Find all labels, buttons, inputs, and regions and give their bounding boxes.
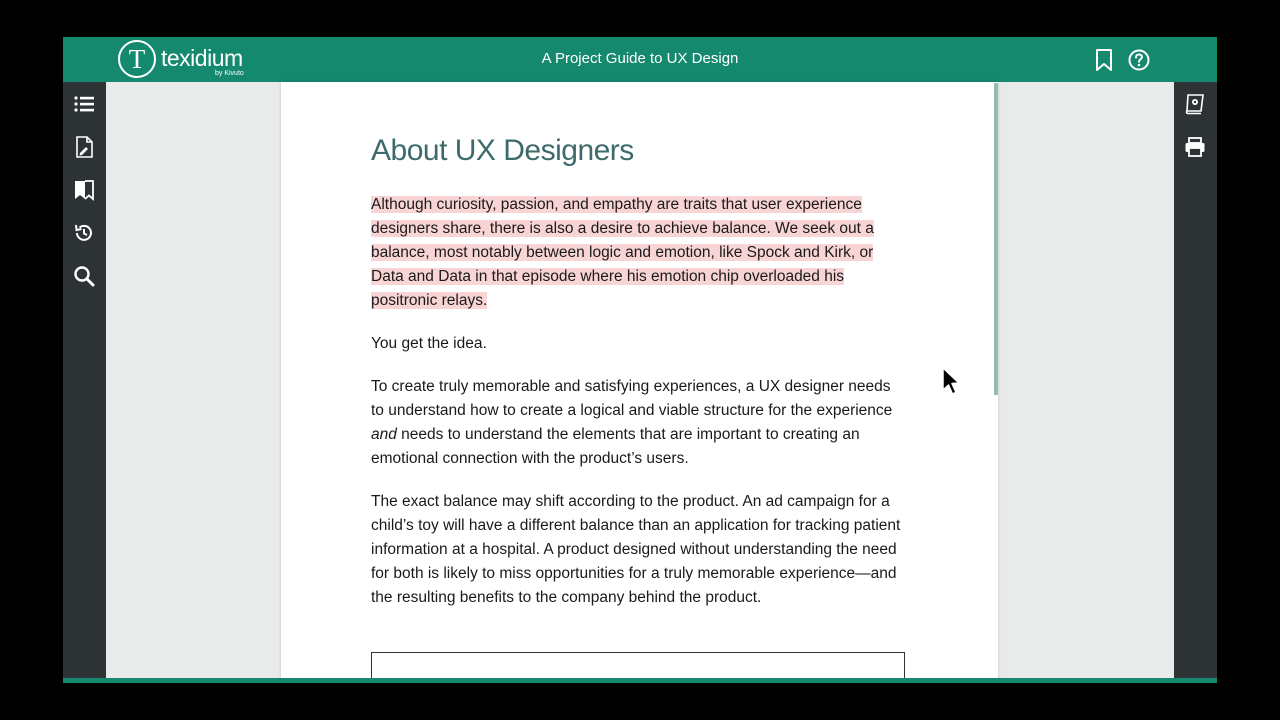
text-highlight[interactable]: Although curiosity, passion, and empathy are traits that user experience designers share, there is also a desire to achieve balance. We seek out a balance, most notably between logic and emotion, like Spock and Kirk, or Data and Data in that episode where his emotion chip overloaded his positronic relays. [371,196,874,309]
right-toolbar [1174,82,1217,683]
reader-app [63,37,1217,683]
document-page [281,82,998,683]
bookmark-icon[interactable] [1092,48,1116,72]
help-icon[interactable] [1127,48,1151,72]
logo-byline: by Kivuto [215,70,244,77]
top-bar [63,37,1217,82]
notes-icon[interactable] [72,135,96,159]
scrollbar-thumb[interactable] [994,83,998,395]
mouse-pointer-icon [941,366,961,401]
paragraph-text: needs to understand the elements that are important to creating an emotional connection with the product’s users. [371,426,860,467]
history-icon[interactable] [72,221,96,245]
print-icon[interactable] [1183,135,1207,159]
logo-mark: T [118,40,156,78]
paragraph-text: To create truly memorable and satisfying experiences, a UX designer needs to understand how to create a logical and viable structure for the experience [371,378,893,419]
emphasis-text: and [371,426,397,443]
highlighted-paragraph[interactable] [371,193,906,313]
bookmarks-icon[interactable] [72,178,96,202]
logo-wordmark: texidium [161,45,243,71]
book-settings-icon[interactable] [1183,92,1207,116]
document-title: A Project Guide to UX Design [541,50,739,67]
bottom-accent-bar [63,678,1217,683]
page-content [371,134,906,629]
paragraph: You get the idea. [371,335,487,352]
left-toolbar [63,82,106,683]
table-of-contents-icon[interactable] [72,92,96,116]
section-heading: About UX Designers [371,134,634,167]
search-icon[interactable] [72,264,96,288]
paragraph [371,375,906,471]
paragraph: The exact balance may shift according to the product. An ad campaign for a child’s toy will have a different balance than an application for tracking patient information at a hospital. A product designed without understanding the need for both is likely to miss opportunities for a truly memorable experience—and the resulting benefits to the company behind the product. [371,493,901,606]
